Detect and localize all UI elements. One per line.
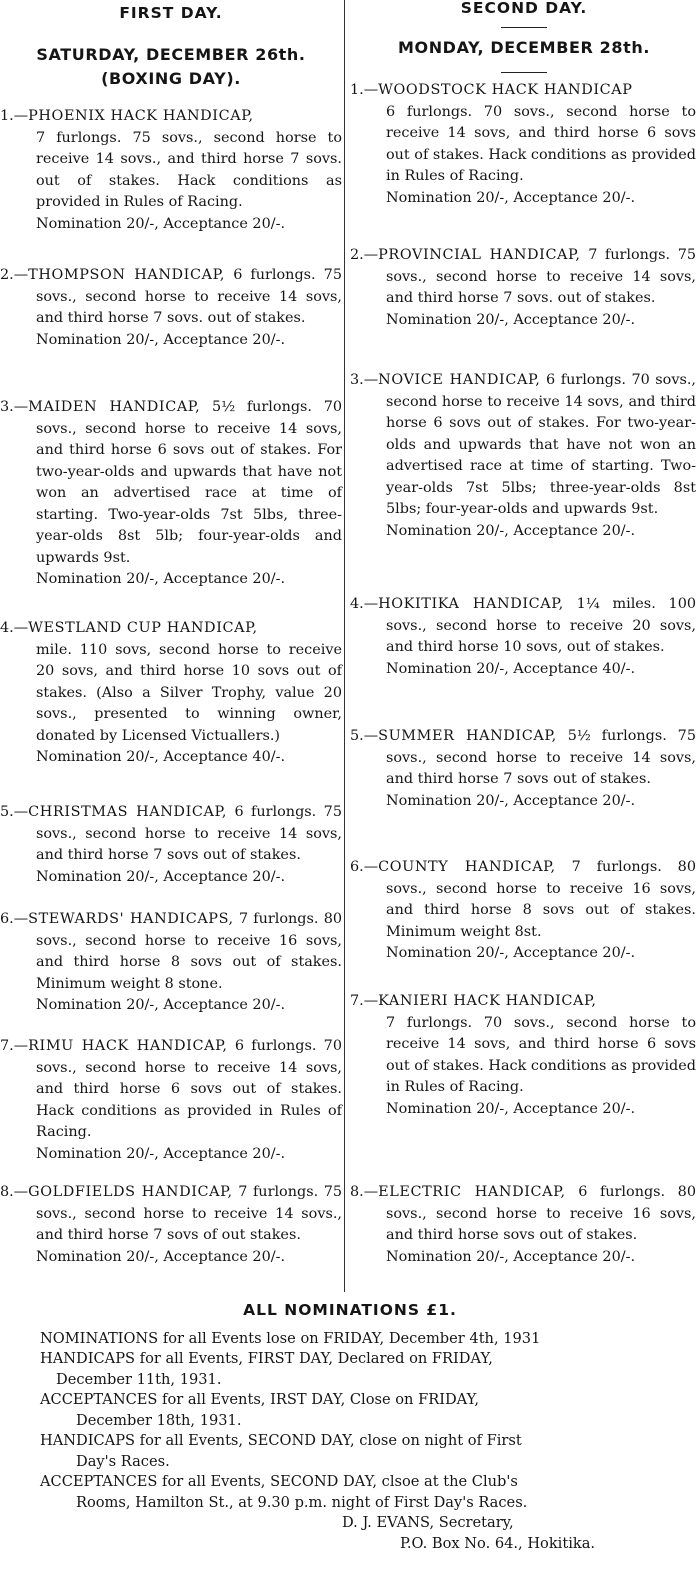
race-title: COUNTY HANDICAP, [378,859,556,875]
race-conditions: 6 furlongs. 70 sovs., second horse to receive 14 sovs, and third horse 6 sovs out of stakes. For two-year-olds and upwards that have not won an advertised race at time of starting. Two-year-olds 7st 5lbs; three-year-olds 8st 5lbs; four-year-olds and upwards 9st. [386,372,697,517]
heading-rule [501,27,547,28]
race-conditions: 6 furlongs. 70 sovs., second horse to receive 14 sovs, and third horse 6 sovs out of stakes. Hack conditions as provided in Rules of Racing. [386,103,696,184]
race-entry-fees: Nomination 20/-, Acceptance 20/-. [386,945,636,961]
race-conditions: 7 furlongs. 80 sovs., second horse to receive 16 sovs, and third horse 8 sovs out of stakes. Minimum weight 8st. [386,859,696,940]
race-second-2 [350,245,698,331]
race-number: 7.— [350,993,379,1009]
nominations-footer [0,1300,700,1554]
race-conditions: 6 furlongs. 75 sovs., second horse to receive 14 sovs, and third horse 7 sovs out of stakes. [36,804,342,863]
race-conditions: 7 furlongs. 80 sovs., second horse to receive 16 sovs, and third horse 8 sovs out of stakes. Minimum weight 8 stone. [36,911,343,992]
race-title: WOODSTOCK HACK HANDICAP [378,82,633,98]
first-day-date: SATURDAY, DECEMBER 26th. [36,45,306,64]
race-entry-fees: Nomination 20/-, Acceptance 20/-. [36,997,286,1013]
race-first-4 [0,618,342,769]
footer-line: HANDICAPS for all Events, FIRST DAY, Declared on FRIDAY, [40,1350,493,1367]
race-number: 5.— [0,804,29,820]
race-entry-fees: Nomination 20/-, Acceptance 20/-. [386,1248,636,1265]
race-second-8 [350,1182,698,1268]
race-entry-fees: Nomination 20/-, Acceptance 20/-. [36,1145,286,1162]
race-entry-fees: Nomination 20/-, Acceptance 40/-. [36,749,286,765]
first-day-heading: FIRST DAY. [119,4,223,22]
race-first-7 [0,1036,342,1165]
race-number: 6.— [0,911,29,927]
race-title: NOVICE HANDICAP, [378,372,541,388]
race-entry-fees: Nomination 20/-, Acceptance 20/-. [36,1248,286,1265]
race-second-7 [350,991,698,1120]
race-conditions: 6 furlongs. 75 sovs., second horse to receive 14 sovs, and third horse 7 sovs. out of stakes. [36,267,342,326]
race-title: KANIERI HACK HANDICAP, [378,993,597,1009]
race-conditions: 5½ furlongs. 75 sovs., second horse to receive 14 sovs, and third horse 7 sovs out of stakes. [386,728,696,787]
race-entry-fees: Nomination 20/-, Acceptance 20/-. [386,311,636,328]
race-first-8 [0,1182,342,1268]
race-number: 6.— [350,859,379,875]
race-conditions: 7 furlongs. 75 sovs., second horse to receive 14 sovs., and third horse 7 sovs. out of stakes. Hack conditions as provided in Rules of Racing. [36,129,342,210]
column-divider [344,0,345,1292]
race-conditions: 5½ furlongs. 70 sovs., second horse to receive 14 sovs, and third horse 6 sovs out of stakes. For two-year-olds and upwards that have not won an advertised race at time of starting. Two-year-olds 7st 5lbs, three-year-olds 8st 5lb; four-year-olds and upwards 9st. [36,399,343,566]
race-entry-fees: Nomination 20/-, Acceptance 40/-. [386,660,636,677]
race-number: 1.— [0,108,29,124]
race-conditions: 7 furlongs. 70 sovs., second horse to receive 14 sovs, and third horse 6 sovs out of stakes. Hack conditions as provided in Rules of Racing. [386,1014,696,1095]
race-title: HOKITIKA HANDICAP, [378,596,564,612]
race-number: 3.— [350,372,379,388]
footer-line: NOMINATIONS for all Events lose on FRIDAY, December 4th, 1931 [40,1329,541,1347]
race-second-6 [350,857,698,965]
race-conditions: 6 furlongs. 80 sovs., second horse to receive 16 sovs, and third horse sovs out of stakes. [386,1184,696,1243]
race-second-1 [350,80,698,209]
race-second-5 [350,726,698,812]
race-number: 3.— [0,399,29,415]
race-number: 4.— [0,620,29,636]
race-title: ELECTRIC HANDICAP, [378,1184,566,1200]
race-first-3 [0,397,342,591]
footer-line: December 18th, 1931. [76,1411,242,1429]
race-entry-fees: Nomination 20/-, Acceptance 20/-. [386,189,636,206]
race-first-2 [0,265,342,351]
race-title: PHOENIX HACK HANDICAP, [28,108,254,124]
race-title: STEWARDS' HANDICAPS, [28,911,234,927]
second-day-date: MONDAY, DECEMBER 28th. [397,38,651,57]
race-title: MAIDEN HANDICAP, [28,399,201,415]
footer-line: December 11th, 1931. [56,1370,222,1388]
nominations-heading: ALL NOMINATIONS £1. [243,1301,457,1319]
race-entry-fees: Nomination 20/-, Acceptance 20/-. [36,571,286,587]
second-day-heading: SECOND DAY. [460,0,588,17]
race-number: 4.— [350,596,379,612]
race-number: 5.— [350,728,379,744]
race-first-5 [0,802,342,888]
footer-line: HANDICAPS for all Events, SECOND DAY, close on night of First [40,1432,522,1449]
race-number: 7.— [0,1038,29,1054]
date-rule [501,72,547,73]
second-day-column [350,0,698,1265]
race-conditions: mile. 110 sovs, second horse to receive 20 sovs, and third horse 10 sovs out of stakes. (Also a Silver Trophy, value 20 sovs., presented to winning owner, donated by Licensed Victuallers.) [36,641,342,744]
race-title: RIMU HACK HANDICAP, [28,1038,228,1054]
race-second-3 [350,370,698,542]
footer-line: ACCEPTANCES for all Events, IRST DAY, Close on FRIDAY, [40,1391,480,1408]
race-title: THOMPSON HANDICAP, [28,267,226,283]
secretary-signature: D. J. EVANS, Secretary, [342,1514,514,1531]
race-conditions: 1¼ miles. 100 sovs., second horse to receive 20 sovs, and third horse 10 sovs, out of stakes. [386,596,696,655]
race-conditions: 7 furlongs. 75 sovs., second horse to receive 14 sovs., and third horse 7 sovs of out stakes. [36,1184,343,1243]
footer-line: Rooms, Hamilton St., at 9.30 p.m. night of First Day's Races. [76,1493,528,1511]
race-first-6 [0,909,342,1017]
race-number: 2.— [0,267,29,283]
race-entry-fees: Nomination 20/-, Acceptance 20/-. [36,331,286,348]
race-number: 8.— [0,1184,29,1200]
secretary-address: P.O. Box No. 64., Hokitika. [400,1534,596,1552]
footer-line: Day's Races. [76,1452,170,1470]
race-second-4 [350,594,698,680]
race-entry-fees: Nomination 20/-, Acceptance 20/-. [386,792,636,809]
race-title: WESTLAND CUP HANDICAP, [28,620,258,636]
race-number: 1.— [350,82,379,98]
race-conditions: 7 furlongs. 75 sovs., second horse to receive 14 sovs, and third horse 7 sovs. out of stakes. [386,247,697,306]
race-conditions: 6 furlongs. 70 sovs., second horse to receive 14 sovs, and third horse 6 sovs out of stakes. Hack conditions as provided in Rules of Racing. [36,1038,342,1140]
race-title: GOLDFIELDS HANDICAP, [28,1184,233,1200]
race-entry-fees: Nomination 20/-, Acceptance 20/-. [36,215,286,232]
race-number: 8.— [350,1184,379,1200]
footer-line: ACCEPTANCES for all Events, SECOND DAY, clsoe at the Club's [40,1473,518,1490]
first-day-column [0,0,343,1265]
race-entry-fees: Nomination 20/-, Acceptance 20/-. [386,1100,636,1117]
race-entry-fees: Nomination 20/-, Acceptance 20/-. [386,522,636,539]
race-title: CHRISTMAS HANDICAP, [28,804,227,820]
race-number: 2.— [350,247,379,263]
first-day-date-note: (BOXING DAY). [101,69,241,88]
race-first-1 [0,106,342,235]
race-entry-fees: Nomination 20/-, Acceptance 20/-. [36,868,286,885]
race-title: SUMMER HANDICAP, [378,728,557,744]
race-title: PROVINCIAL HANDICAP, [378,247,581,263]
